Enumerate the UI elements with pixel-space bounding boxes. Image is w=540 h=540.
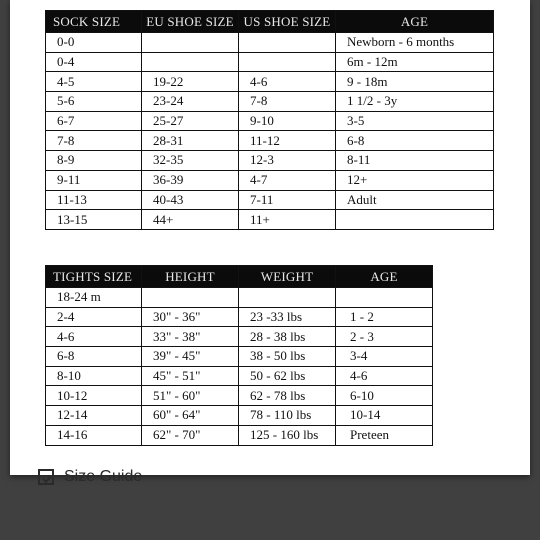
weight-cell: 50 - 62 lbs xyxy=(239,366,336,386)
table-row xyxy=(46,131,494,151)
tights-size-cell: 8-10 xyxy=(46,366,142,386)
eu-shoe-size-cell xyxy=(142,52,239,72)
table-row xyxy=(46,190,494,210)
tights-size-cell: 10-12 xyxy=(46,386,142,406)
tights-size-cell: 18-24 m xyxy=(46,288,142,308)
eu-shoe-size-cell: 23-24 xyxy=(142,92,239,112)
size-guide-label: Size Guide xyxy=(64,468,143,485)
us-shoe-size-cell: 11+ xyxy=(239,210,336,230)
tights-age-header: AGE xyxy=(336,266,433,288)
table-row xyxy=(46,366,433,386)
sock-size-cell: 0-0 xyxy=(46,33,142,53)
height-cell: 62" - 70" xyxy=(142,425,239,445)
sock-size-cell: 7-8 xyxy=(46,131,142,151)
tights-size-cell: 14-16 xyxy=(46,425,142,445)
table-row xyxy=(46,386,433,406)
sock-size-cell: 13-15 xyxy=(46,210,142,230)
table-row xyxy=(46,33,494,53)
table-row xyxy=(46,52,494,72)
eu-shoe-size-cell: 25-27 xyxy=(142,111,239,131)
tights-size-cell: 2-4 xyxy=(46,307,142,327)
age-cell: Adult xyxy=(336,190,494,210)
age-cell: 12+ xyxy=(336,170,494,190)
height-cell: 30" - 36" xyxy=(142,307,239,327)
sock-table-header-row xyxy=(46,11,494,33)
tights-size-header: TIGHTS SIZE xyxy=(46,266,142,288)
table-row xyxy=(46,72,494,92)
age-cell: 10-14 xyxy=(336,406,433,426)
sock-size-cell: 6-7 xyxy=(46,111,142,131)
tights-size-cell: 6-8 xyxy=(46,347,142,367)
eu-shoe-size-cell: 28-31 xyxy=(142,131,239,151)
weight-cell: 78 - 110 lbs xyxy=(239,406,336,426)
age-cell: 4-6 xyxy=(336,366,433,386)
table-row xyxy=(46,307,433,327)
us-shoe-size-cell: 4-6 xyxy=(239,72,336,92)
height-cell: 45" - 51" xyxy=(142,366,239,386)
table-row xyxy=(46,111,494,131)
age-cell: 9 - 18m xyxy=(336,72,494,92)
table-row xyxy=(46,170,494,190)
tights-table-header-row xyxy=(46,266,433,288)
weight-cell: 62 - 78 lbs xyxy=(239,386,336,406)
height-cell: 60" - 64" xyxy=(142,406,239,426)
weight-cell: 38 - 50 lbs xyxy=(239,347,336,367)
us-shoe-size-header: US SHOE SIZE xyxy=(239,11,336,33)
us-shoe-size-cell: 12-3 xyxy=(239,151,336,171)
age-cell: Preteen xyxy=(336,425,433,445)
age-cell: 1 - 2 xyxy=(336,307,433,327)
table-row xyxy=(46,210,494,230)
age-cell: 3-5 xyxy=(336,111,494,131)
eu-shoe-size-cell: 40-43 xyxy=(142,190,239,210)
age-cell: 6-10 xyxy=(336,386,433,406)
height-cell: 39" - 45" xyxy=(142,347,239,367)
age-cell: 8-11 xyxy=(336,151,494,171)
size-chart-document xyxy=(10,0,530,475)
sock-size-cell: 4-5 xyxy=(46,72,142,92)
eu-shoe-size-cell xyxy=(142,33,239,53)
us-shoe-size-cell: 7-11 xyxy=(239,190,336,210)
tights-size-cell: 12-14 xyxy=(46,406,142,426)
sock-table-body xyxy=(46,33,494,230)
checkbox-icon xyxy=(38,469,54,485)
weight-cell: 23 -33 lbs xyxy=(239,307,336,327)
sock-size-table xyxy=(45,10,494,230)
eu-shoe-size-cell: 36-39 xyxy=(142,170,239,190)
height-cell: 51" - 60" xyxy=(142,386,239,406)
us-shoe-size-cell xyxy=(239,52,336,72)
height-cell xyxy=(142,288,239,308)
sock-age-header: AGE xyxy=(336,11,494,33)
table-row xyxy=(46,151,494,171)
table-row xyxy=(46,288,433,308)
sock-size-cell: 5-6 xyxy=(46,92,142,112)
table-row xyxy=(46,425,433,445)
table-row xyxy=(46,347,433,367)
age-cell: 2 - 3 xyxy=(336,327,433,347)
age-cell: 3-4 xyxy=(336,347,433,367)
eu-shoe-size-cell: 32-35 xyxy=(142,151,239,171)
sock-size-cell: 9-11 xyxy=(46,170,142,190)
sock-size-cell: 0-4 xyxy=(46,52,142,72)
age-cell: Newborn - 6 months xyxy=(336,33,494,53)
weight-cell: 28 - 38 lbs xyxy=(239,327,336,347)
us-shoe-size-cell: 11-12 xyxy=(239,131,336,151)
age-cell xyxy=(336,210,494,230)
sock-size-cell: 8-9 xyxy=(46,151,142,171)
tights-size-cell: 4-6 xyxy=(46,327,142,347)
age-cell: 6-8 xyxy=(336,131,494,151)
table-row xyxy=(46,327,433,347)
us-shoe-size-cell xyxy=(239,33,336,53)
us-shoe-size-cell: 7-8 xyxy=(239,92,336,112)
weight-header: WEIGHT xyxy=(239,266,336,288)
weight-cell: 125 - 160 lbs xyxy=(239,425,336,445)
height-cell: 33" - 38" xyxy=(142,327,239,347)
eu-shoe-size-cell: 44+ xyxy=(142,210,239,230)
us-shoe-size-cell: 4-7 xyxy=(239,170,336,190)
us-shoe-size-cell: 9-10 xyxy=(239,111,336,131)
weight-cell xyxy=(239,288,336,308)
tights-table-body xyxy=(46,288,433,446)
age-cell: 1 1/2 - 3y xyxy=(336,92,494,112)
sock-size-header: SOCK SIZE xyxy=(46,11,142,33)
tights-size-table xyxy=(45,265,433,446)
eu-shoe-size-header: EU SHOE SIZE xyxy=(142,11,239,33)
age-cell xyxy=(336,288,433,308)
table-row xyxy=(46,406,433,426)
age-cell: 6m - 12m xyxy=(336,52,494,72)
size-guide-link[interactable] xyxy=(38,462,198,492)
eu-shoe-size-cell: 19-22 xyxy=(142,72,239,92)
sock-size-cell: 11-13 xyxy=(46,190,142,210)
table-row xyxy=(46,92,494,112)
height-header: HEIGHT xyxy=(142,266,239,288)
